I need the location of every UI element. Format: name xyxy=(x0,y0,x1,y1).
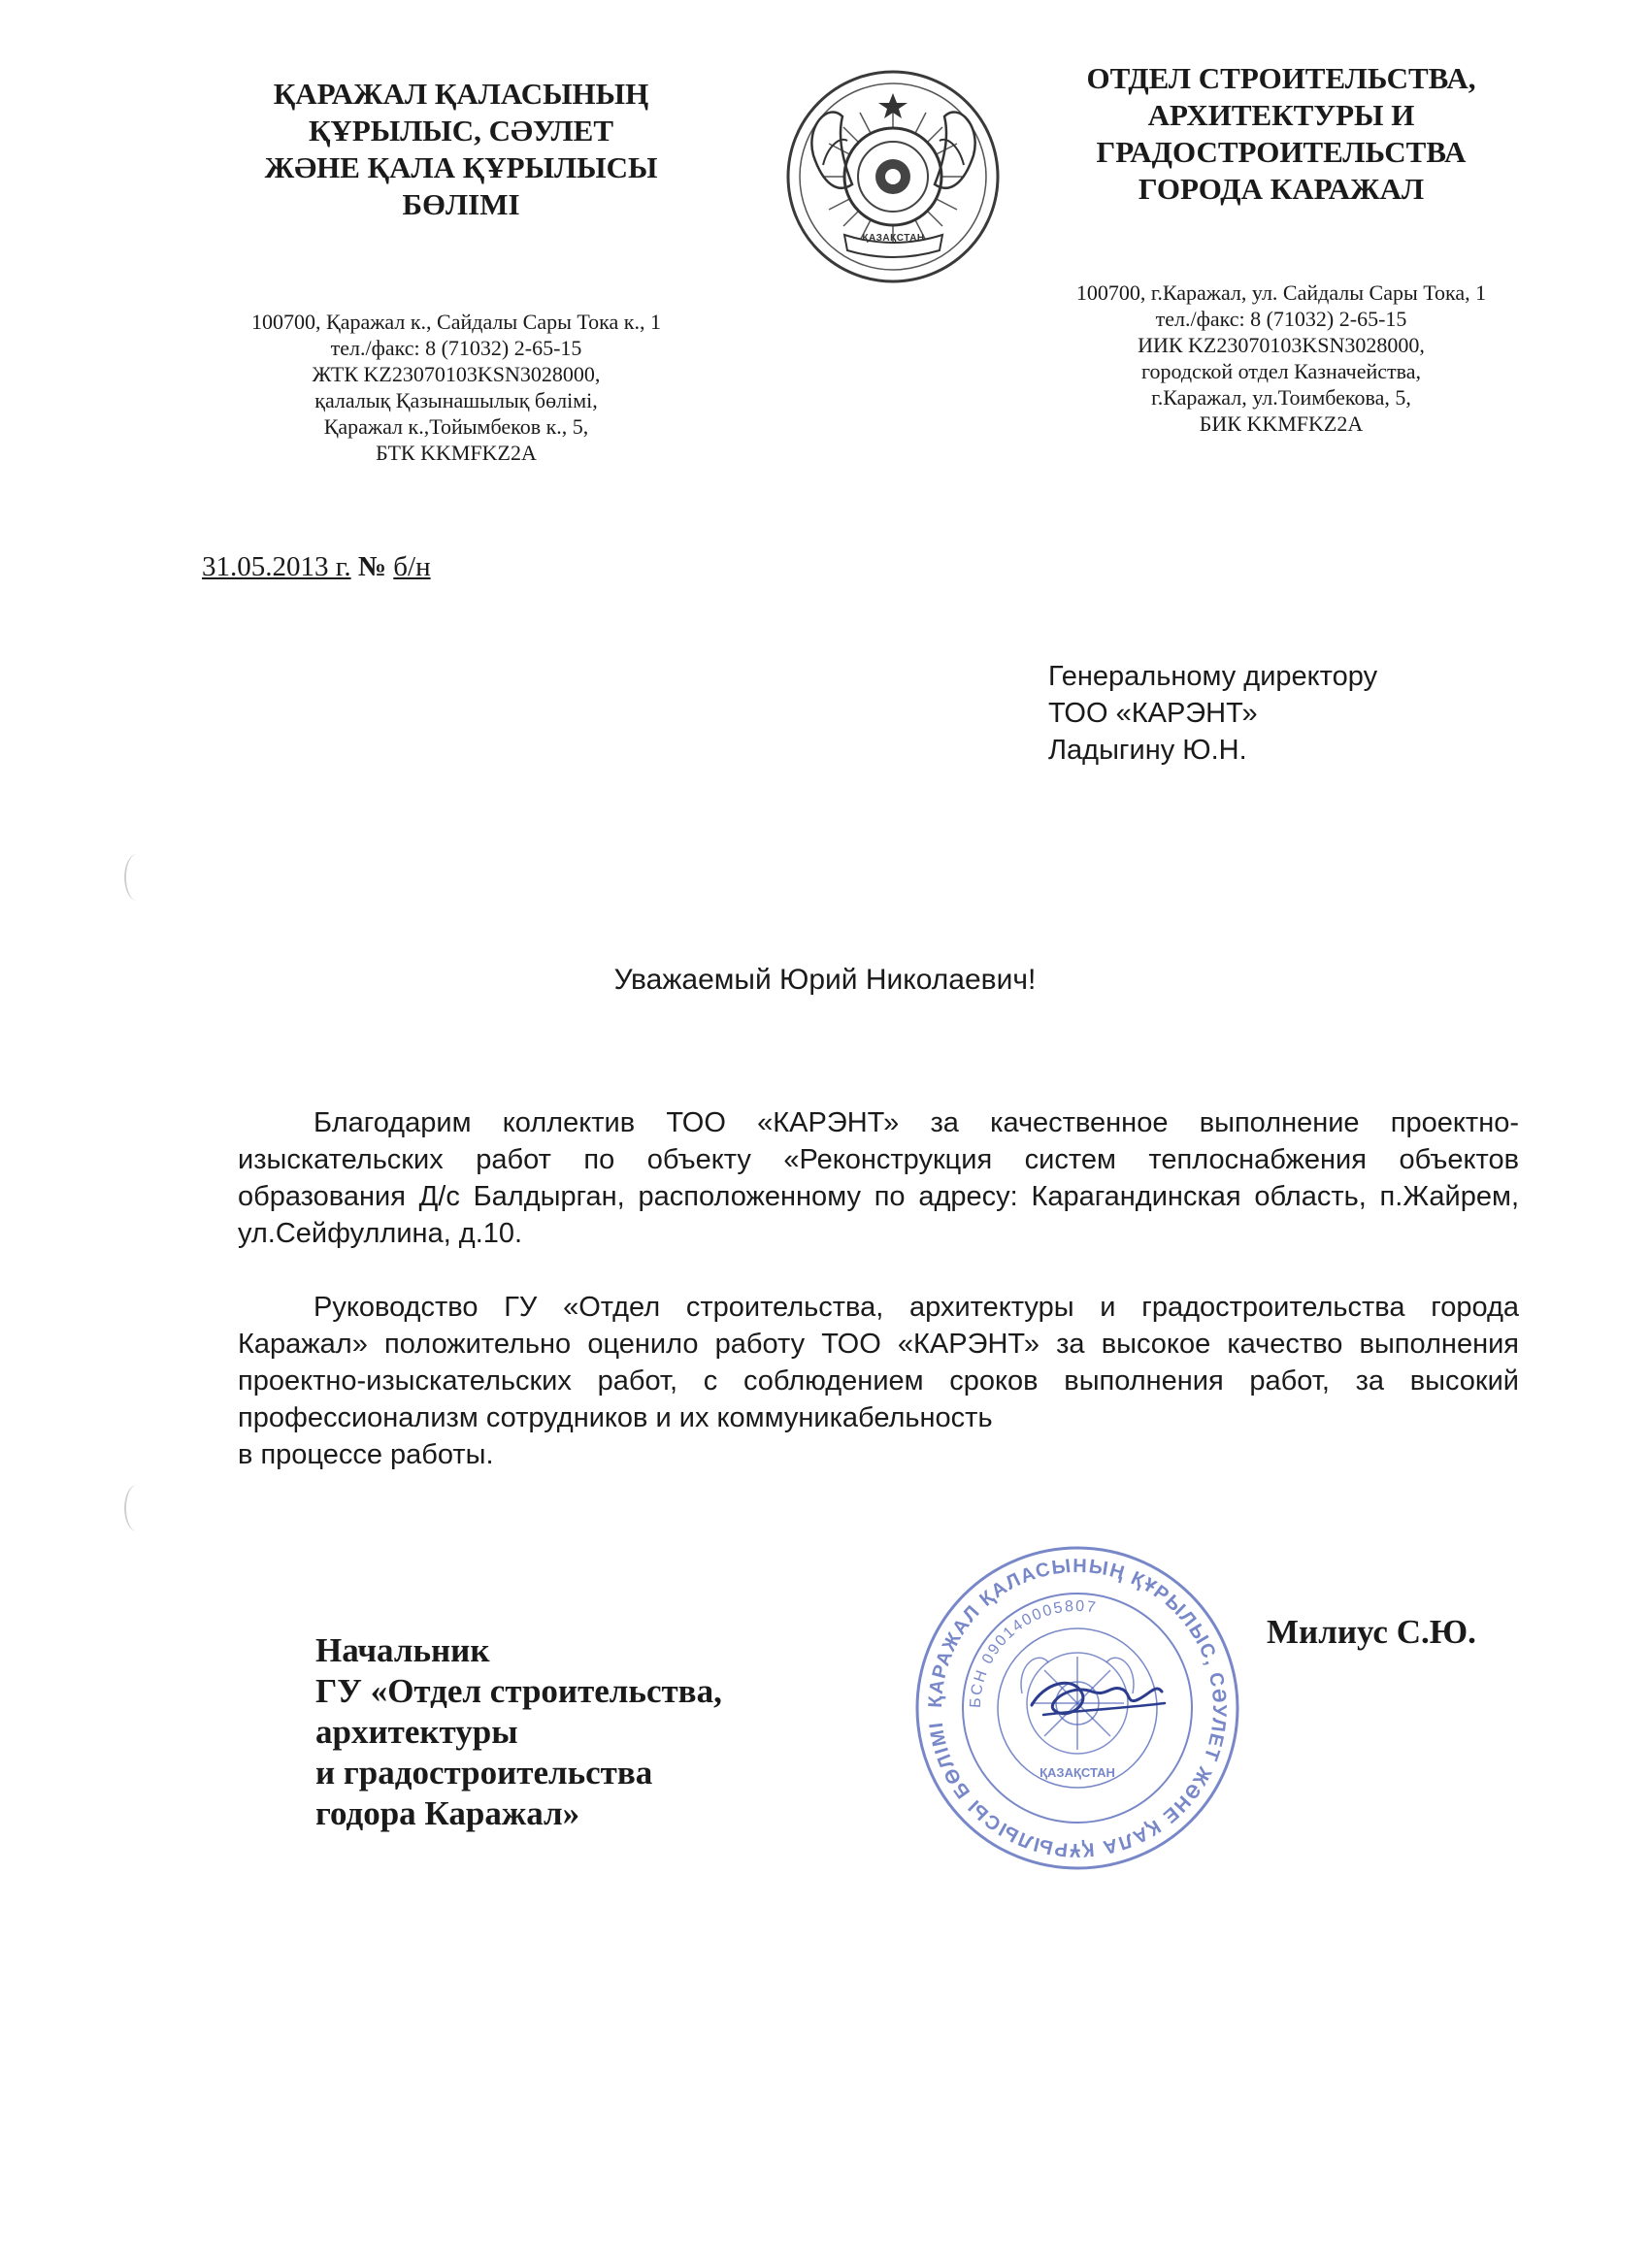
address-line: ЖТК KZ23070103KSN3028000, xyxy=(312,362,601,386)
header-left-title xyxy=(209,76,713,223)
signatory-title xyxy=(315,1630,722,1834)
signatory-title-line: и градостроительства xyxy=(315,1754,653,1791)
body-paragraph-end: в процессе работы. xyxy=(238,1439,494,1470)
header-left-title-line: БӨЛІМІ xyxy=(402,187,520,221)
reference-number-sign: № xyxy=(357,551,387,582)
header-left-title-line: ЖӘНЕ ҚАЛА ҚҰРЫЛЫСЫ xyxy=(264,150,658,184)
signatory-title-line: Начальник xyxy=(315,1631,490,1669)
stamp-center-text: ҚАЗАҚСТАН xyxy=(1040,1765,1115,1780)
header-left xyxy=(209,76,713,466)
signatory-title-line: годора Каражал» xyxy=(315,1794,580,1832)
letter-body xyxy=(238,1104,1519,1473)
official-stamp xyxy=(908,1538,1247,1878)
reference-line xyxy=(202,551,431,583)
header-right xyxy=(1034,60,1529,437)
stamp-inner-text: БСН 090140005807 xyxy=(967,1597,1099,1709)
stamp-outer-text: ҚАРАЖАЛ ҚАЛАСЫНЫҢ ҚҰРЫЛЫС, СӘУЛЕТ ЖӘНЕ ҚАЛА ҚҰРЫЛЫСЫ БӨЛІМІ xyxy=(924,1555,1231,1861)
reference-date: 31.05.2013 г. xyxy=(202,551,351,582)
address-line: тел./факс: 8 (71032) 2-65-15 xyxy=(330,336,582,360)
signatory-title-line: ГУ «Отдел строительства, xyxy=(315,1672,722,1710)
header-right-title-line: ОТДЕЛ СТРОИТЕЛЬСТВА, xyxy=(1086,61,1476,95)
signatory-name: Милиус С.Ю. xyxy=(1267,1613,1476,1651)
reference-number: б/н xyxy=(393,551,431,582)
header-right-title-line: ГОРОДА КАРАЖАЛ xyxy=(1138,172,1425,206)
header-right-title-line: АРХИТЕКТУРЫ И xyxy=(1147,98,1415,132)
greeting: Уважаемый Юрий Николаевич! xyxy=(613,964,1037,996)
address-line: қалалық Қазынашылық бөлімі, xyxy=(314,388,598,412)
emblem-ribbon-text: ҚАЗАҚСТАН xyxy=(862,233,925,244)
header-right-title-line: ГРАДОСТРОИТЕЛЬСТВА xyxy=(1096,135,1467,169)
state-emblem xyxy=(784,68,1003,286)
emblem-icon xyxy=(784,68,1003,286)
header-left-title-line: ҚҰРЫЛЫС, СӘУЛЕТ xyxy=(308,114,614,148)
address-line: тел./факс: 8 (71032) 2-65-15 xyxy=(1155,307,1407,331)
address-line: 100700, г.Каражал, ул. Сайдалы Сары Тока, 1 xyxy=(1075,280,1487,305)
stamp-icon xyxy=(908,1538,1247,1878)
address-line: Қаражал к.,Тойымбеков к., 5, xyxy=(323,414,589,439)
scan-mark xyxy=(124,854,149,901)
address-line: 100700, Қаражал к., Сайдалы Сары Тока к., 1 xyxy=(251,310,661,334)
address-line: г.Каражал, ул.Тоимбекова, 5, xyxy=(1151,385,1411,410)
body-paragraph: Руководство ГУ «Отдел строительства, архитектуры и градостроительства города Каражал» положительно оценило работу ТОО «КАРЭНТ» за высокое качество выполнения проектно-изыскательских работ, с соблюдением сроков выполнения работ, за высокий профессионализм сотрудников и их коммуникабельность xyxy=(238,1292,1519,1433)
header-left-address xyxy=(199,309,713,466)
header-right-address xyxy=(1034,279,1529,437)
addressee-block xyxy=(1048,658,1377,769)
addressee-line: ТОО «КАРЭНТ» xyxy=(1048,698,1258,729)
address-line: ИИК KZ23070103KSN3028000, xyxy=(1138,333,1425,357)
address-line: БТК KKMFKZ2A xyxy=(376,441,537,465)
address-line: БИК KKMFKZ2A xyxy=(1199,411,1364,436)
scan-mark xyxy=(124,1485,149,1531)
body-paragraph: Благодарим коллектив ТОО «КАРЭНТ» за качественное выполнение проектно-изыскательских работ по объекту «Реконструкция систем теплоснабжения объектов образования Д/с Балдырган, расположенному по адресу: Карагандинская область, п.Жайрем, ул.Сейфуллина, д.10. xyxy=(238,1107,1519,1249)
header-right-title xyxy=(1034,60,1529,208)
header-left-title-line: ҚАРАЖАЛ ҚАЛАСЫНЫҢ xyxy=(273,77,649,111)
address-line: городской отдел Казначейства, xyxy=(1141,359,1421,383)
signatory-title-line: архитектуры xyxy=(315,1713,518,1751)
addressee-line: Ладыгину Ю.Н. xyxy=(1048,735,1247,766)
addressee-line: Генеральному директору xyxy=(1048,661,1378,692)
